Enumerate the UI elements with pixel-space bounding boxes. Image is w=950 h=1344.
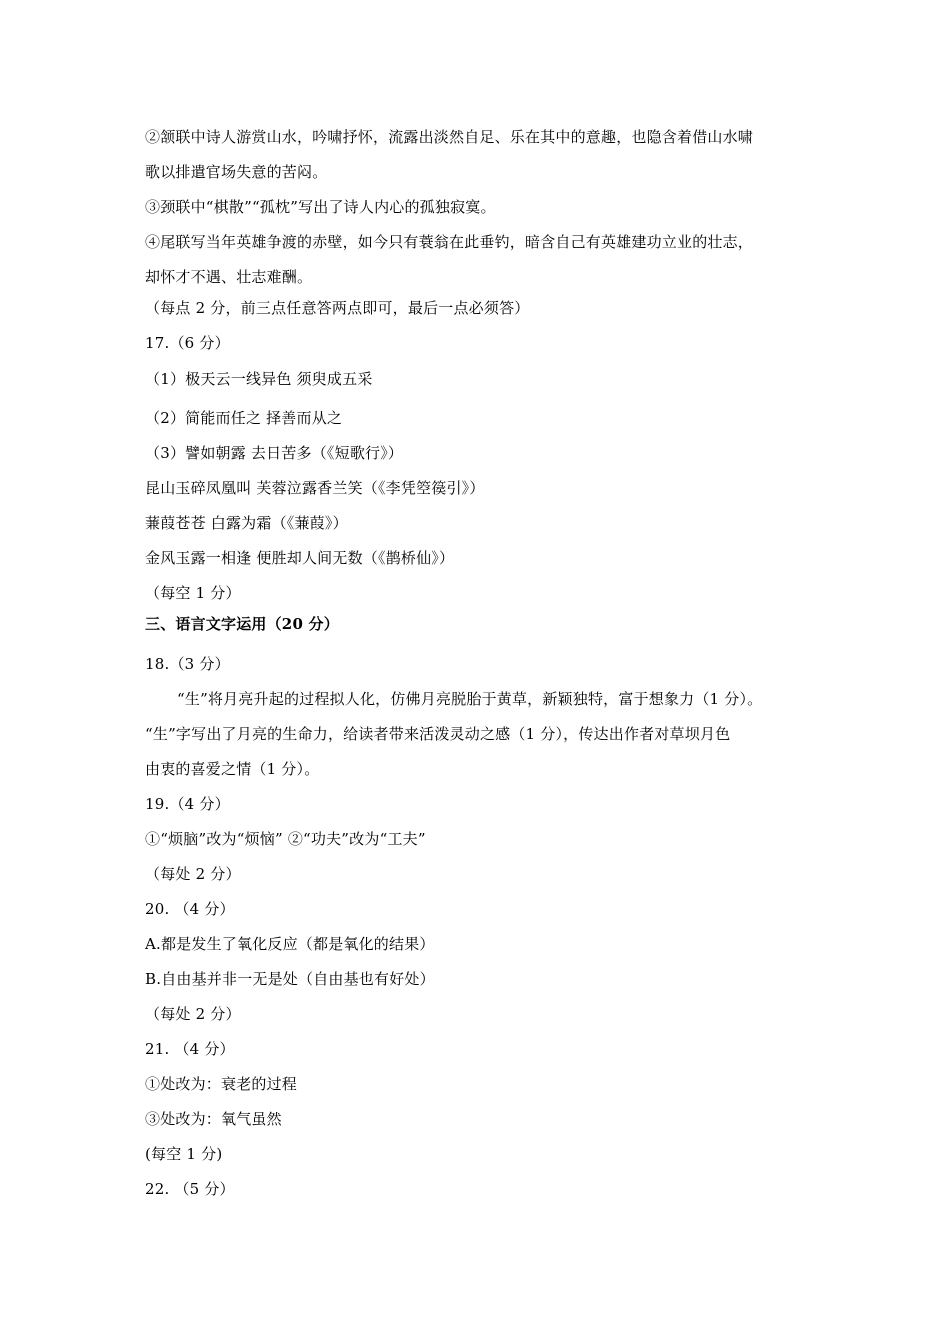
- answer-21-item-1: ①处改为：衰老的过程: [145, 1075, 298, 1093]
- question-20-heading: 20. （4 分）: [145, 900, 235, 918]
- answer-21-scoring-note: (每空 1 分): [145, 1145, 223, 1163]
- answer-18-line-1: “生”将月亮升起的过程拟人化，仿佛月亮脱胎于黄草，新颖独特，富于想象力（1 分）。: [177, 690, 763, 708]
- question-18-heading: 18.（3 分）: [145, 655, 230, 673]
- answer-17-item-3: （3）譬如朝露 去日苦多（《短歌行》）: [145, 444, 404, 462]
- answer-19-scoring-note: （每处 2 分）: [145, 865, 241, 883]
- answer-17-scoring-note: （每空 1 分）: [145, 584, 241, 602]
- answer-17-item-3-option-3: 蒹葭苍苍 白露为霜（《蒹葭》）: [145, 514, 348, 532]
- answer-16-point-2-line-2: 歌以排遣官场失意的苦闷。: [145, 163, 328, 181]
- answer-20-a: A.都是发生了氧化反应（都是氧化的结果）: [145, 935, 435, 953]
- question-22-heading: 22. （5 分）: [145, 1180, 235, 1198]
- question-17-heading: 17.（6 分）: [145, 334, 230, 352]
- question-19-heading: 19.（4 分）: [145, 795, 230, 813]
- answer-16-scoring-note: （每点 2 分，前三点任意答两点即可，最后一点必须答）: [145, 299, 530, 317]
- answer-16-point-2-line-1: ②颔联中诗人游赏山水，吟啸抒怀，流露出淡然自足、乐在其中的意趣，也隐含着借山水啸: [145, 128, 754, 146]
- answer-17-item-3-option-4: 金风玉露一相逢 便胜却人间无数（《鹊桥仙》）: [145, 549, 455, 567]
- question-21-heading: 21. （4 分）: [145, 1040, 235, 1058]
- answer-16-point-3: ③颈联中“棋散”“孤枕”写出了诗人内心的孤独寂寞。: [145, 198, 496, 216]
- answer-17-item-1: （1）极天云一线异色 须臾成五采: [145, 370, 373, 388]
- answer-16-point-4-line-2: 却怀才不遇、壮志难酬。: [145, 268, 313, 286]
- answer-16-point-4-line-1: ④尾联写当年英雄争渡的赤壁，如今只有蓑翁在此垂钓，暗含自己有英雄建功立业的壮志，: [145, 233, 754, 251]
- answer-18-line-2: “生”字写出了月亮的生命力，给读者带来活泼灵动之感（1 分），传达出作者对草坝月色: [145, 725, 731, 743]
- answer-20-scoring-note: （每处 2 分）: [145, 1005, 241, 1023]
- answer-21-item-3: ③处改为：氧气虽然: [145, 1110, 282, 1128]
- answer-18-line-3: 由衷的喜爱之情（1 分）。: [145, 760, 320, 778]
- answer-19: ①“烦脑”改为“烦恼” ②“功夫”改为“工夫”: [145, 830, 426, 848]
- answer-20-b: B.自由基并非一无是处（自由基也有好处）: [145, 970, 435, 988]
- answer-17-item-3-option-2: 昆山玉碎凤凰叫 芙蓉泣露香兰笑（《李凭箜篌引》）: [145, 479, 485, 497]
- section-3-heading: 三、语言文字运用（20 分）: [145, 615, 339, 633]
- answer-17-item-2: （2）简能而任之 择善而从之: [145, 409, 343, 427]
